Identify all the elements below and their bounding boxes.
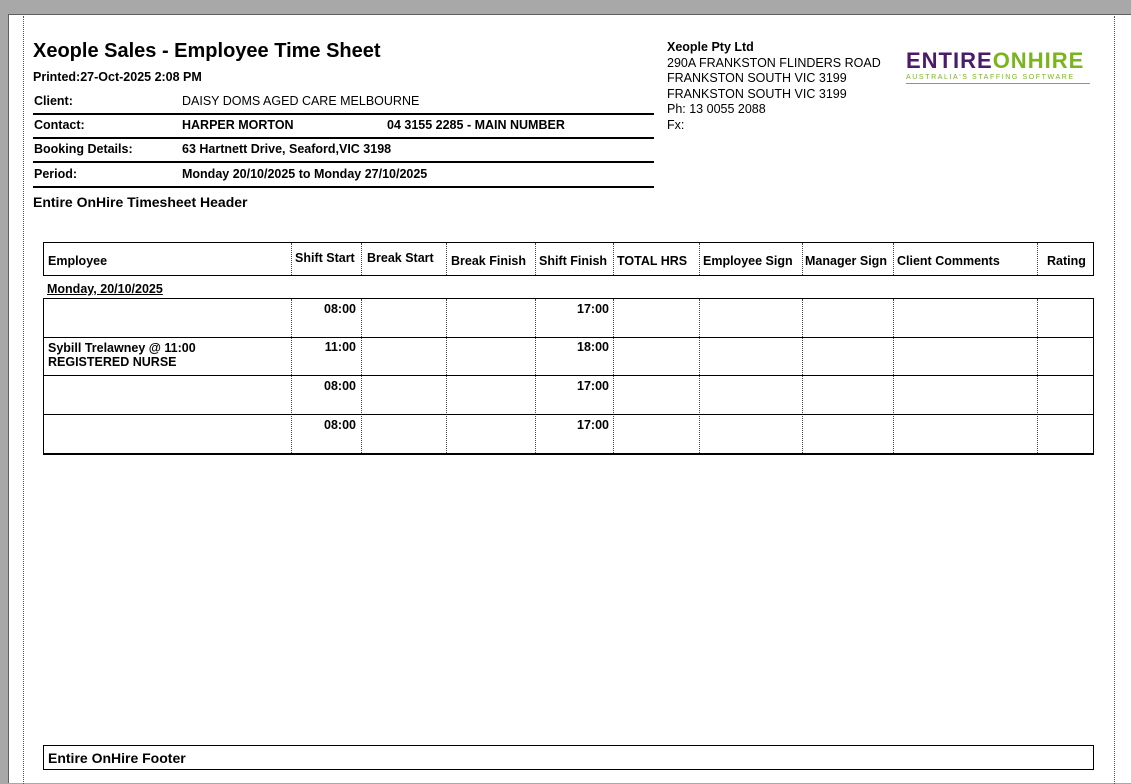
shift-finish-value: 17:00: [577, 379, 609, 393]
logo-wordmark-part2: ONHIRE: [992, 48, 1085, 73]
report-footer: [43, 745, 1094, 770]
day-group-label: Monday, 20/10/2025: [47, 282, 163, 296]
logo-wordmark: [906, 50, 1090, 72]
col-shift-start: Shift Start: [295, 251, 355, 265]
contact-phone: 04 3155 2285 - MAIN NUMBER: [387, 118, 565, 132]
entire-onhire-logo: [906, 50, 1090, 84]
timesheet-section-title: Entire OnHire Timesheet Header: [33, 194, 248, 210]
client-row: [33, 89, 654, 115]
contact-value: HARPER MORTON: [182, 118, 294, 132]
company-name: Xeople Pty Ltd: [667, 40, 754, 54]
col-divider: [893, 243, 894, 275]
company-address-line2: FRANKSTON SOUTH VIC 3199: [667, 71, 847, 85]
contact-row: [33, 113, 654, 139]
booking-value: 63 Hartnett Drive, Seaford,VIC 3198: [182, 142, 392, 156]
company-fax: Fx:: [667, 117, 685, 132]
shift-start-value: 08:00: [324, 302, 356, 316]
shift-finish-value: 18:00: [577, 340, 609, 354]
table-body: [43, 298, 1094, 455]
employee-name-block: [48, 341, 196, 369]
period-value: Monday 20/10/2025 to Monday 27/10/2025: [182, 167, 428, 181]
table-row: [44, 415, 1093, 453]
shift-start-value: 08:00: [324, 418, 356, 432]
period-label: Period:: [34, 167, 78, 181]
shift-start-value: 11:00: [324, 340, 356, 354]
col-rating: Rating: [1047, 254, 1086, 268]
company-address-line3: FRANKSTON SOUTH VIC 3199: [667, 86, 847, 101]
col-employee-sign: Employee Sign: [703, 254, 793, 268]
col-divider: [535, 243, 536, 275]
col-break-finish: Break Finish: [451, 254, 527, 268]
printed-timestamp: Printed:27-Oct-2025 2:08 PM: [33, 70, 202, 84]
shift-finish-value: 17:00: [577, 302, 609, 316]
booking-label: Booking Details:: [34, 142, 133, 156]
shift-start-value: 08:00: [324, 379, 356, 393]
col-divider: [699, 243, 700, 275]
col-shift-finish: Shift Finish: [539, 254, 608, 268]
logo-wordmark-part1: ENTIRE: [906, 48, 993, 73]
company-phone: Ph: 13 0055 2088: [667, 102, 766, 116]
client-label: Client:: [34, 94, 73, 108]
table-row: [44, 376, 1093, 415]
col-divider: [361, 243, 362, 275]
col-client-comments: Client Comments: [897, 254, 1000, 268]
col-employee: Employee: [48, 254, 108, 268]
table-header: [43, 242, 1094, 276]
table-row: [44, 337, 1093, 376]
contact-label: Contact:: [34, 118, 85, 132]
employee-role: REGISTERED NURSE: [48, 355, 177, 369]
table-row: [44, 299, 1093, 338]
company-address-block: [667, 40, 881, 133]
booking-row: [33, 137, 654, 163]
col-divider: [446, 243, 447, 275]
col-break-start: Break Start: [367, 251, 434, 265]
employee-name: Sybill Trelawney @ 11:00: [48, 341, 196, 355]
shift-finish-value: 17:00: [577, 418, 609, 432]
col-divider: [802, 243, 803, 275]
footer-text: Entire OnHire Footer: [48, 750, 186, 766]
client-value: DAISY DOMS AGED CARE MELBOURNE: [182, 94, 420, 108]
col-manager-sign: Manager Sign: [805, 254, 887, 268]
period-row: [33, 162, 654, 188]
col-divider: [291, 243, 292, 275]
col-total-hrs: TOTAL HRS: [617, 254, 688, 268]
col-divider: [613, 243, 614, 275]
col-divider: [1037, 243, 1038, 275]
company-address-line1: 290A FRANKSTON FLINDERS ROAD: [667, 55, 881, 70]
logo-tagline: AUSTRALIA'S STAFFING SOFTWARE: [906, 74, 1090, 84]
report-title: Xeople Sales - Employee Time Sheet: [33, 40, 381, 62]
